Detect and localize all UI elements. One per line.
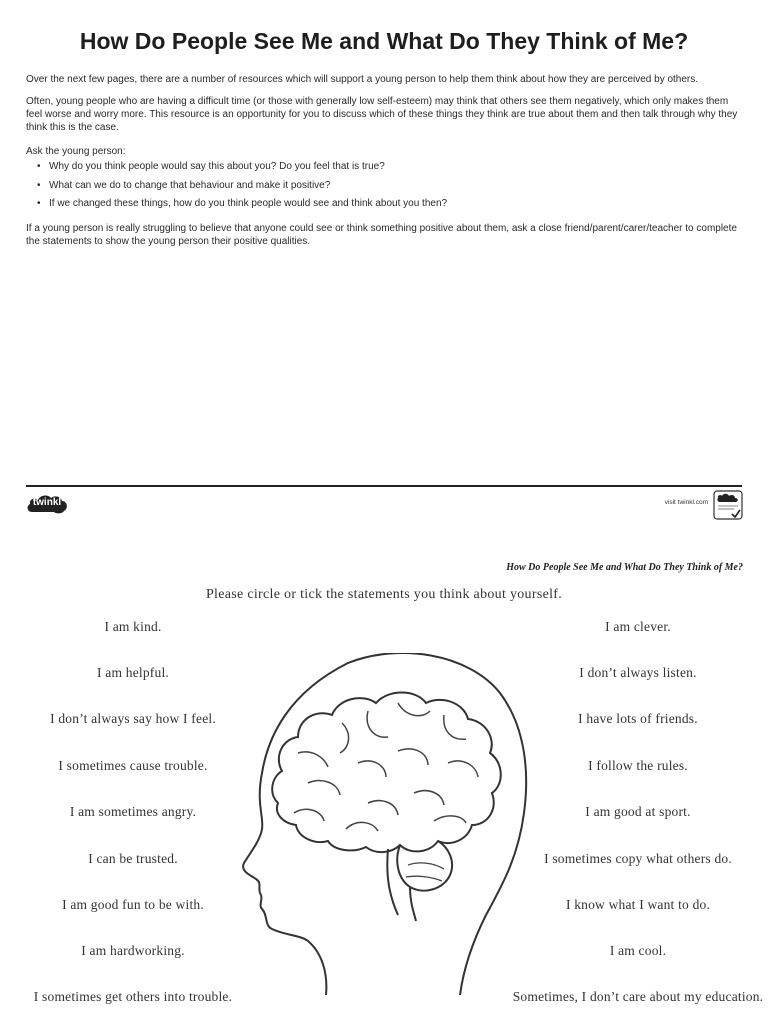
logo-text: twinkl xyxy=(32,497,62,508)
statement-option[interactable]: I am helpful. xyxy=(97,665,169,680)
statement-option[interactable]: I don’t always listen. xyxy=(579,665,697,680)
statement-option[interactable]: I am sometimes angry. xyxy=(69,804,197,819)
ask-intro: Ask the young person: xyxy=(26,146,126,157)
statement-option[interactable]: I am kind. xyxy=(104,619,162,634)
statement-option[interactable]: I am clever. xyxy=(605,619,671,634)
worksheet-instruction: Please circle or tick the statements you think about yourself. xyxy=(205,587,563,602)
statement-option[interactable]: Sometimes, I don’t care about my education. xyxy=(512,989,764,1004)
statement-option[interactable]: I am good at sport. xyxy=(585,804,691,819)
statement-option[interactable]: I know what I want to do. xyxy=(565,897,711,912)
statement-option[interactable]: I am hardworking. xyxy=(81,943,185,958)
page-two xyxy=(0,530,768,1024)
statement-option[interactable]: I sometimes get others into trouble. xyxy=(33,989,233,1004)
worksheet-header: How Do People See Me and What Do They Think of Me? xyxy=(506,562,743,573)
statement-option[interactable]: I follow the rules. xyxy=(588,758,688,773)
intro-paragraph: Over the next few pages, there are a number of resources which will support a young person to help them think about how they are perceived by others. xyxy=(26,74,699,85)
statement-option[interactable]: I don’t always say how I feel. xyxy=(50,711,216,726)
visit-link[interactable]: visit twinkl.com xyxy=(664,499,708,506)
twinkl-logo xyxy=(26,492,68,516)
statement-option[interactable]: I am good fun to be with. xyxy=(62,897,204,912)
page-title: How Do People See Me and What Do They Think of Me? xyxy=(79,28,689,54)
statement-option[interactable]: I have lots of friends. xyxy=(578,711,698,726)
statement-option[interactable]: I sometimes cause trouble. xyxy=(58,758,208,773)
context-paragraph: Often, young people who are having a difficult time (or those with generally low self-esteem) may think that others see them negatively, which only makes them feel worse and worry more. This resource is an opportunity for you to discuss which of these things they think are true about them and then talk through why they think this is the case. xyxy=(26,96,738,133)
question-list xyxy=(34,160,447,216)
statement-option[interactable]: I can be trusted. xyxy=(88,851,178,866)
statement-option[interactable]: I am cool. xyxy=(609,943,667,958)
statement-option[interactable]: I sometimes copy what others do. xyxy=(544,851,732,866)
question-item: • What can we do to change that behaviour and make it positive? xyxy=(34,179,447,198)
head-brain-icon xyxy=(238,653,528,998)
question-item: • Why do you think people would say this about you? Do you feel that is true? xyxy=(34,160,447,179)
support-paragraph: If a young person is really struggling to believe that anyone could see or think something positive about them, ask a close friend/parent/carer/teacher to complete the statements to show the young person their positive qualities. xyxy=(26,223,737,247)
quality-badge-icon xyxy=(712,489,744,521)
question-item: • If we changed these things, how do you think people would see and think about you then? xyxy=(34,197,447,216)
footer-divider xyxy=(26,485,742,487)
